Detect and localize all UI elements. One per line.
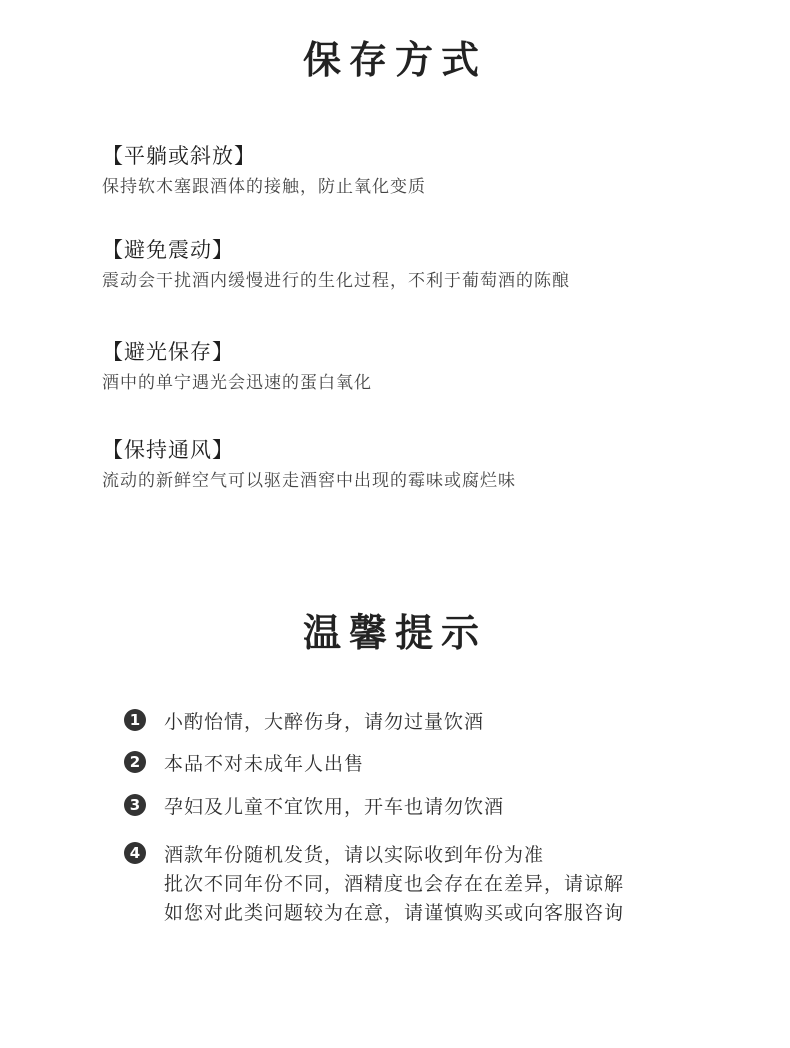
tip-number-badge: 3 — [124, 794, 146, 816]
tip-number-badge: 4 — [124, 842, 146, 864]
storage-heading: 【平躺或斜放】 — [102, 144, 256, 168]
tip-line: 批次不同年份不同，酒精度也会存在在差异，请谅解 — [164, 873, 625, 895]
storage-desc: 震动会干扰酒内缓慢进行的生化过程，不利于葡萄酒的陈酿 — [102, 271, 570, 291]
storage-item — [102, 146, 426, 196]
tip-number-badge: 1 — [124, 709, 146, 731]
tip-line: 小酌怡情，大醉伤身，请勿过量饮酒 — [164, 711, 485, 733]
storage-heading: 【保持通风】 — [102, 438, 234, 462]
storage-heading: 【避光保存】 — [102, 340, 234, 364]
tips-title: 温馨提示 — [302, 611, 487, 655]
tip-text — [164, 708, 484, 737]
tip-text — [164, 793, 504, 822]
storage-desc: 酒中的单宁遇光会迅速的蛋白氧化 — [102, 373, 372, 393]
tip-number-badge: 2 — [124, 751, 146, 773]
storage-desc: 保持软木塞跟酒体的接触，防止氧化变质 — [102, 177, 426, 197]
tip-line: 本品不对未成年人出售 — [164, 753, 365, 775]
storage-item — [102, 240, 570, 290]
tip-line: 孕妇及儿童不宜饮用，开车也请勿饮酒 — [164, 796, 505, 818]
tip-text — [164, 750, 364, 779]
tip-line: 如您对此类问题较为在意，请谨慎购买或向客服咨询 — [164, 902, 625, 924]
storage-desc: 流动的新鲜空气可以驱走酒窖中出现的霉味或腐烂味 — [102, 471, 516, 491]
tip-text — [164, 841, 624, 928]
storage-item — [102, 440, 516, 490]
tip-line: 酒款年份随机发货，请以实际收到年份为准 — [164, 844, 545, 866]
storage-heading: 【避免震动】 — [102, 238, 234, 262]
storage-title: 保存方式 — [302, 38, 487, 82]
storage-item — [102, 342, 372, 392]
